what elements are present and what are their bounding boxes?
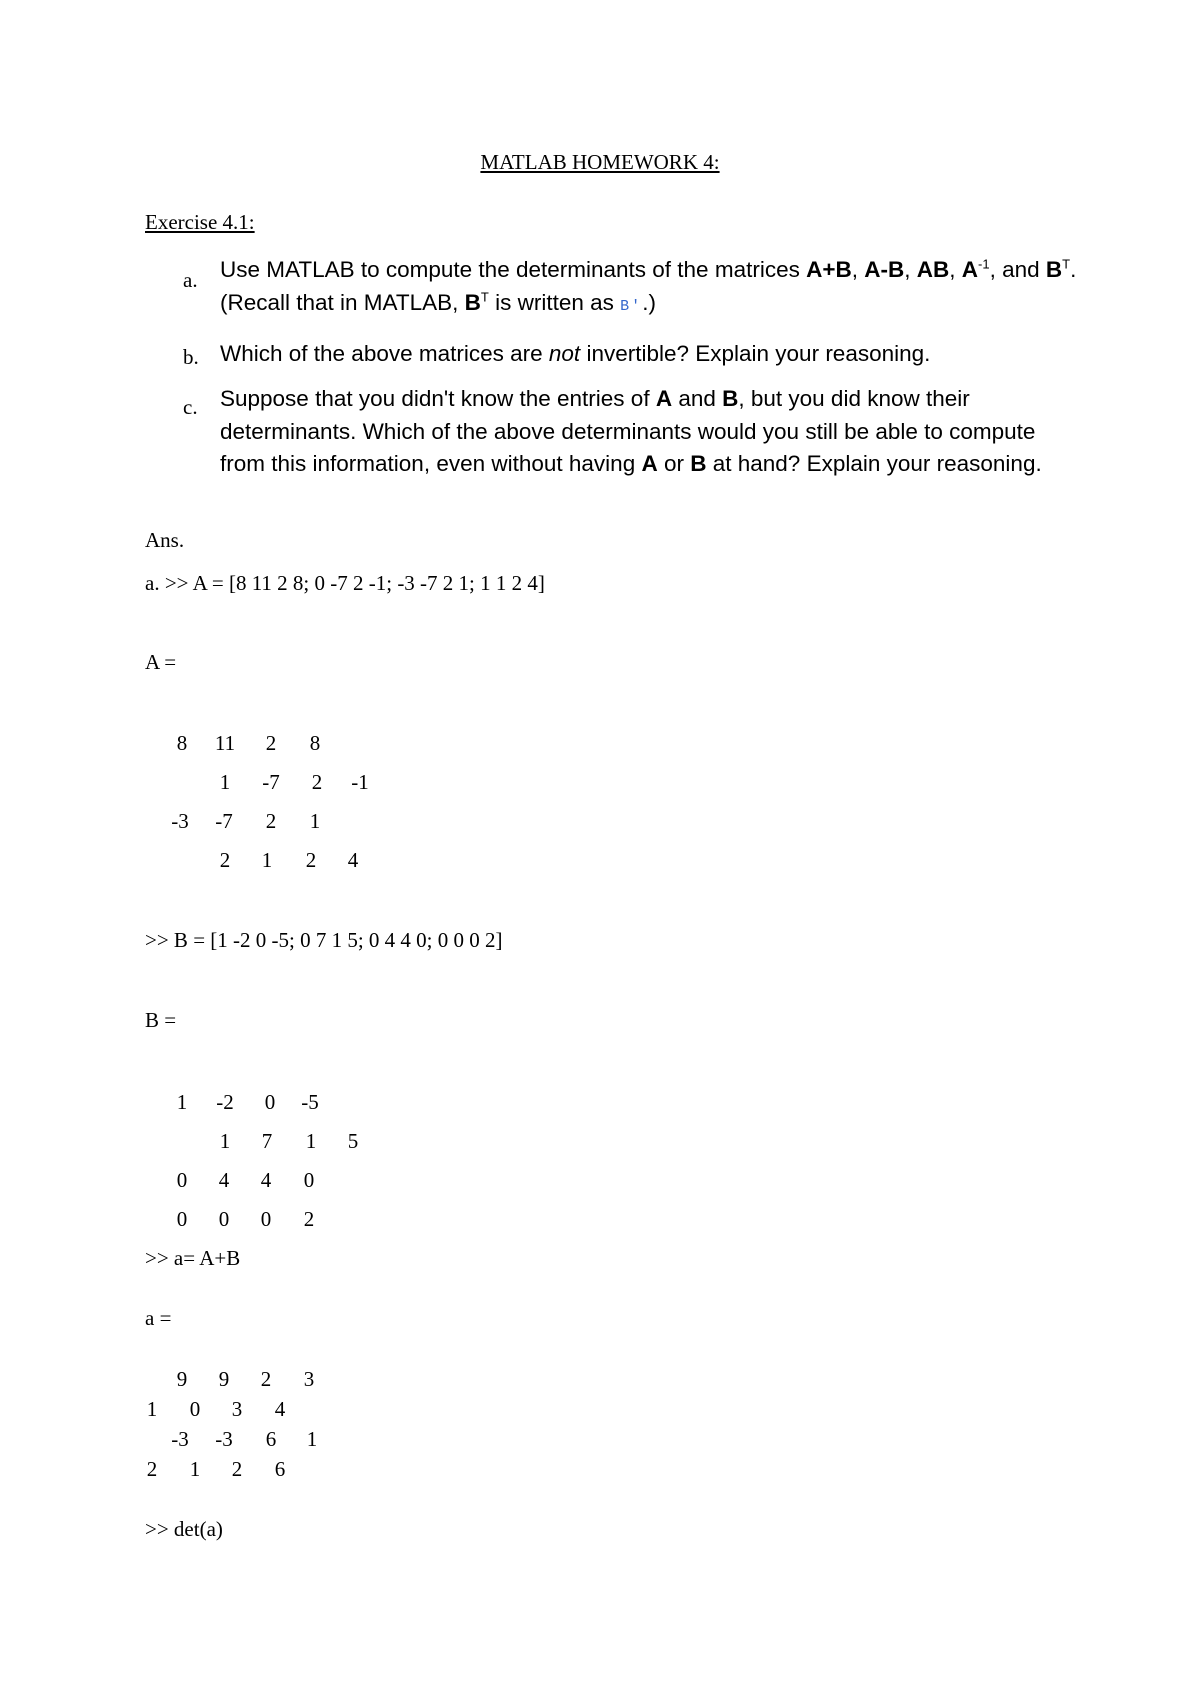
matrix-cell: 4 [260,1168,272,1192]
matrix-cell: 8 [176,731,188,755]
matrix-cell: 1 [261,848,273,872]
item-text: Use MATLAB to compute the determinants of the matrices A+B, A-B, AB, $A^{-1}$, and $B^T$. (Recall that in MATLAB, $B^T$ is written as B'.) [220,256,1077,315]
matrix-cell: 4 [347,848,359,872]
item-text: Which of the above matrices are not invertible? Explain your reasoning. [220,341,931,366]
matrix-cell: 1 [305,1129,317,1153]
command-det: >> det(a) [145,1517,223,1541]
matrix-cell: 1 [306,1427,318,1451]
matrix-cell: -2 [216,1090,234,1114]
matrix-cell: 2 [303,1207,315,1231]
item-letter: c. [183,395,198,419]
matrix-cell: 2 [146,1457,158,1481]
matrix-cell: 0 [176,1207,188,1231]
matrix-cell: -5 [301,1090,319,1114]
matrix-cell: 11 [214,731,236,755]
item-letter: a. [183,268,198,292]
matrix-cell: 1 [176,1090,188,1114]
matrix-cell: 0 [264,1090,276,1114]
matrix-cell: -7 [262,770,280,794]
matrix-cell: 4 [218,1168,230,1192]
matrix-cell: 2 [265,731,277,755]
matrix-cell: 1 [146,1397,158,1421]
command-define-A: a. >> A = [8 11 2 8; 0 -7 2 -1; -3 -7 2 1; 1 1 2 4] [145,571,545,595]
matrix-B-label: B = [145,1008,177,1032]
matrix-A-label: A = [145,650,177,674]
matrix-cell: 1 [219,770,231,794]
item-letter: b. [183,345,199,369]
matrix-cell: 1 [219,1129,231,1153]
matrix-cell: 5 [347,1129,359,1153]
matlab-code: B' [620,298,643,315]
answer-label: Ans. [145,528,185,552]
matrix-cell: 0 [303,1168,315,1192]
matrix-cell: 9 [218,1367,230,1391]
matrix-cell: 2 [231,1457,243,1481]
command-sum: >> a= A+B [145,1246,241,1270]
matrix-cell: 2 [305,848,317,872]
matrix-a-label: a = [145,1306,172,1330]
matrix-cell: -7 [215,809,233,833]
exercise-label: Exercise 4.1: [145,210,255,234]
matrix-cell: 4 [274,1397,286,1421]
matrix-cell: 0 [260,1207,272,1231]
matrix-cell: 6 [274,1457,286,1481]
matrix-cell: 6 [265,1427,277,1451]
matrix-cell: -3 [171,1427,189,1451]
item-text: Suppose that you didn't know the entries of A and B, but you did know their determinants. Which of the above determinants would you still be able to compute from this information, even without having A or B at hand? Explain your reasoning. [220,386,1042,476]
matrix-cell: 1 [189,1457,201,1481]
matrix-cell: 3 [231,1397,243,1421]
matrix-cell: 3 [303,1367,315,1391]
matrix-cell: 2 [219,848,231,872]
matrix-cell: 2 [260,1367,272,1391]
matrix-cell: 0 [218,1207,230,1231]
matrix-cell: 0 [189,1397,201,1421]
matrix-cell: 1 [309,809,321,833]
command-define-B: >> B = [1 -2 0 -5; 0 7 1 5; 0 4 4 0; 0 0 0 2] [145,928,503,952]
matrix-cell: 0 [176,1168,188,1192]
matrix-cell: -3 [171,809,189,833]
matrix-cell: 8 [309,731,321,755]
matrix-cell: -3 [215,1427,233,1451]
matrix-cell: 9 [176,1367,188,1391]
page-title: MATLAB HOMEWORK 4: [480,150,720,174]
matrix-cell: -1 [351,770,369,794]
matrix-cell: 2 [265,809,277,833]
matrix-cell: 7 [261,1129,273,1153]
matrix-cell: 2 [311,770,323,794]
